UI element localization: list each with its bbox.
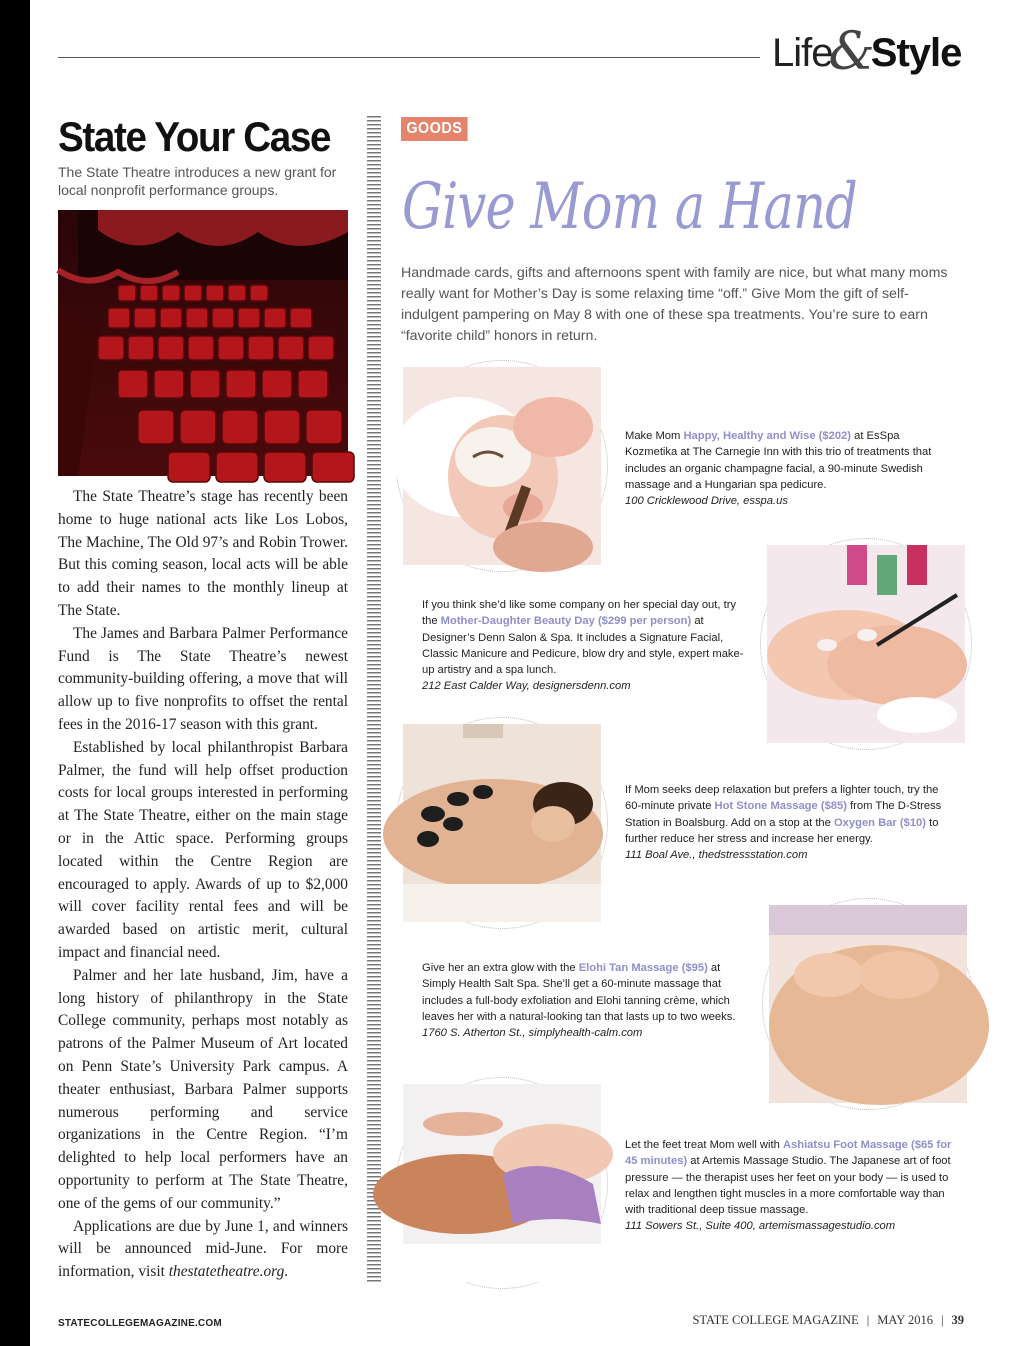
item-address: 1760 S. Atherton St., simplyhealth-calm.com (422, 1027, 643, 1040)
item-highlight: Elohi Tan Massage ($95) (578, 962, 708, 974)
item-text: Give her an extra glow with the (422, 962, 579, 974)
hot-stone-image (396, 717, 608, 929)
body-paragraph: The State Theatre’s stage has recently been home to huge national acts like Los Lobos, The Machine, The Old 97’s and Robin Trower. But this coming season, local acts will be able to add their names to the monthly lineup at The State. (58, 488, 348, 619)
theatre-website-link[interactable]: thestatetheatre.org (168, 1263, 285, 1281)
spa-item-1 (625, 428, 950, 509)
article-deck: The State Theatre introduces a new grant for local nonprofit performance groups. (58, 164, 337, 198)
page-number: 39 (951, 1313, 964, 1327)
item-text: to further reduce her stress and increase her energy. (625, 816, 939, 845)
final-para-period: . (284, 1263, 289, 1281)
item-highlight: Mother-Daughter Beauty Day ($299 per person) (440, 615, 692, 628)
section-title-style: Style (870, 31, 962, 75)
spa-item-2 (422, 597, 752, 695)
footer-magazine-name: STATE COLLEGE MAGAZINE (692, 1313, 859, 1327)
item-highlight-2: Oxygen Bar ($10) (833, 816, 927, 829)
body-paragraph: Established by local philanthropist Barbara Palmer, the fund will help offset production costs for local groups interested in performing at The State Theatre, either on the main stage or in the Attic space. Performing groups located within the Centre Region are encouraged to apply. Awards of up to $2,000 will cover facility rental fees and will be awarded based on artistic merit, cultural impact and financial need. (58, 738, 348, 961)
item-text: Let the feet treat Mom well with (625, 1139, 783, 1151)
footer-issue: MAY 2016 (877, 1313, 933, 1327)
footer-folio (692, 1313, 964, 1328)
item-text: at Artemis Massage Studio. The Japanese art of foot pressure — the therapist uses her feet on your body — is used to relax and lengthen tight muscles in a more comfortable way than with traditional deep tissue massage. (625, 1155, 951, 1217)
item-address: 212 East Calder Way, designersdenn.com (422, 680, 631, 693)
footer-website: STATECOLLEGEMAGAZINE.COM (58, 1318, 222, 1329)
body-paragraph-final (58, 1216, 348, 1284)
spa-item-5 (625, 1137, 960, 1235)
item-highlight: Ashiatsu Foot Massage ($65 for 45 minutes) (625, 1139, 952, 1168)
spa-item-4 (422, 960, 747, 1041)
item-text: at Designer’s Denn Salon & Spa. It includes a Signature Facial, Classic Manicure and Pedicure, blow dry and style, expert make-up artistry and a spa lunch. (422, 615, 744, 677)
script-title-text: Give Mom a Hand (402, 170, 857, 244)
section-title-life: Life (772, 31, 833, 75)
item-text: If Mom seeks deep relaxation but prefers a lighter touch, try the 60-minute private (625, 784, 939, 813)
item-highlight: Happy, Healthy and Wise ($202) (683, 430, 851, 442)
body-paragraph: The James and Barbara Palmer Performance Fund is The State Theatre’s newest community-building offering, a move that will allow up to five nonprofits to offset the rental fees in the 2016-17 season with this grant. (58, 624, 348, 733)
article-title: State Your Case (58, 113, 331, 160)
foot-massage-image (396, 1077, 608, 1289)
goods-intro: Handmade cards, gifts and afternoons spent with family are nice, but what many moms really want for Mother’s Day is some relaxing time “off.” Give Mom the gift of self-indulgent pampering on May 8 with one of these spa treatments. You’re sure to earn “favorite child” honors in return. (401, 265, 948, 344)
section-title-ampersand: & (828, 22, 875, 83)
item-text: at Simply Health Salt Spa. She’ll get a 60-minute massage that includes a full-body exfoliation and Elohi tanning crème, which leaves her with a natural-looking tan that lasts up to two weeks. (422, 962, 736, 1023)
section-title (772, 18, 962, 83)
footer-separator: | (866, 1313, 870, 1327)
item-highlight: Hot Stone Massage ($85) (714, 800, 847, 813)
footer-separator: | (940, 1313, 944, 1327)
item-address: 111 Sowers St., Suite 400, artemismassagestudio.com (625, 1220, 896, 1233)
item-text: at EsSpa Kozmetika at The Carnegie Inn with this trio of treatments that includes an organic champagne facial, a 90-minute Swedish massage and a Hungarian spa pedicure. (625, 430, 932, 491)
item-address: 100 Cricklewood Drive, esspa.us (625, 495, 788, 508)
item-address: 111 Boal Ave., thedstressstation.com (625, 849, 808, 862)
spa-item-3 (625, 782, 955, 863)
final-para-text: Applications are due by June 1, and winners will be announced mid-June. For more information, visit (58, 1217, 348, 1281)
page-edge-bar (0, 0, 30, 1346)
goods-badge: GOODS (401, 117, 468, 141)
column-divider (367, 116, 381, 1282)
item-text: from The D-Stress Station in Boalsburg. Add on a stop at the (625, 800, 942, 829)
facial-image (396, 360, 608, 572)
header-rule (58, 57, 760, 58)
manicure-image (760, 538, 972, 750)
body-paragraph: Palmer and her late husband, Jim, have a long history of philanthropy in the State College community, perhaps most notably as patrons of the Palmer Museum of Art located on Penn State’s University Park campus. A theater enthusiast, Barbara Palmer supports numerous performing and service organizations in the Centre Region. “I’m delighted to help local performers have an opportunity to perform at The State Theatre, one of the gems of our community.” (58, 966, 348, 1212)
tan-massage-image (762, 898, 974, 1110)
item-text: Make Mom (625, 430, 684, 442)
theater-seats-image (58, 210, 348, 476)
item-text: If you think she’d like some company on her special day out, try the (422, 599, 737, 628)
script-title (400, 158, 870, 254)
article-body (58, 486, 348, 1284)
